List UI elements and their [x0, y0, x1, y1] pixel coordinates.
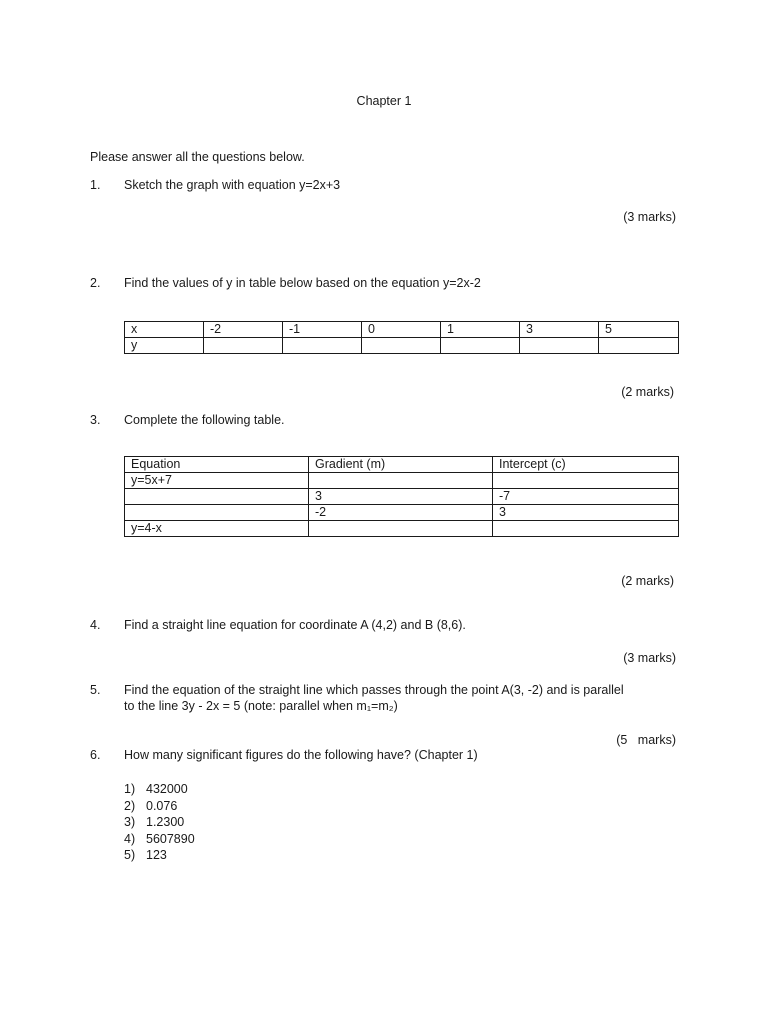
table-cell	[493, 521, 679, 537]
xy-values-table	[124, 321, 679, 354]
list-item-value: 0.076	[146, 798, 178, 813]
list-item-value: 123	[146, 848, 167, 862]
table-cell	[520, 338, 599, 354]
table-cell: 0	[362, 322, 441, 338]
question-1-text: Sketch the graph with equation y=2x+3	[124, 178, 341, 192]
table-cell: 1	[441, 322, 520, 338]
table-cell: -2	[204, 322, 283, 338]
question-2-text: Find the values of y in table below based on the equation y=2x-2	[124, 276, 481, 290]
question-4-number: 4.	[90, 618, 101, 632]
list-item-value: 1.2300	[146, 815, 185, 829]
table-cell	[493, 473, 679, 489]
question-1-marks: (3 marks)	[623, 210, 676, 224]
question-3-marks: (2 marks)	[621, 574, 674, 588]
table-cell: y	[125, 338, 204, 354]
list-item	[124, 814, 195, 831]
question-4-text: Find a straight line equation for coordinate A (4,2) and B (8,6).	[124, 618, 466, 632]
table-cell: y=5x+7	[125, 473, 309, 489]
list-item-number: 5)	[124, 848, 136, 862]
list-item	[124, 847, 195, 864]
question-3-text: Complete the following table.	[124, 413, 285, 427]
table-cell: -1	[283, 322, 362, 338]
table-header-row	[125, 457, 679, 473]
question-3-number: 3.	[90, 413, 101, 427]
question-4-marks: (3 marks)	[623, 651, 676, 665]
table-cell	[283, 338, 362, 354]
question-5-number: 5.	[90, 683, 101, 697]
table-row	[125, 505, 679, 521]
table-cell	[441, 338, 520, 354]
table-cell	[362, 338, 441, 354]
table-header-cell: Intercept (c)	[493, 457, 679, 473]
question-1-number: 1.	[90, 178, 101, 192]
table-row	[125, 322, 679, 338]
page-title: Chapter 1	[356, 94, 412, 108]
question-5-marks: (5 marks)	[616, 733, 676, 747]
question-2-number: 2.	[90, 276, 101, 290]
question-6-number: 6.	[90, 748, 101, 762]
question-2-marks: (2 marks)	[621, 385, 674, 399]
list-item-value: 432000	[146, 782, 188, 796]
table-cell	[309, 473, 493, 489]
list-item-value: 5607890	[146, 831, 195, 846]
table-cell: y=4-x	[125, 521, 309, 537]
table-row	[125, 521, 679, 537]
question-6-text: How many significant figures do the following have? (Chapter 1)	[124, 748, 478, 762]
list-item-number: 4)	[124, 831, 136, 846]
table-cell	[125, 489, 309, 505]
table-row	[125, 473, 679, 489]
instruction-text: Please answer all the questions below.	[90, 150, 305, 164]
table-cell: 3	[520, 322, 599, 338]
question-5-text: Find the equation of the straight line which passes through the point A(3, -2) and is parallel	[124, 683, 624, 697]
table-cell: 5	[599, 322, 679, 338]
list-item	[124, 831, 195, 848]
table-row	[125, 338, 679, 354]
table-cell: -2	[309, 505, 493, 521]
table-cell	[599, 338, 679, 354]
question-5-text-line2: to the line 3y - 2x = 5 (note: parallel when m₁=m₂)	[124, 699, 398, 713]
list-item-number: 1)	[124, 782, 136, 796]
table-cell	[204, 338, 283, 354]
list-item-number: 3)	[124, 815, 136, 829]
table-cell: -7	[493, 489, 679, 505]
table-header-cell: Equation	[125, 457, 309, 473]
gradient-intercept-table	[124, 456, 679, 537]
table-cell	[125, 505, 309, 521]
sig-fig-list	[124, 781, 195, 864]
list-item	[124, 781, 195, 798]
list-item-number: 2)	[124, 798, 136, 813]
table-cell: 3	[493, 505, 679, 521]
table-row	[125, 489, 679, 505]
table-cell	[309, 521, 493, 537]
table-cell: x	[125, 322, 204, 338]
table-cell: 3	[309, 489, 493, 505]
list-item	[124, 798, 195, 815]
table-header-cell: Gradient (m)	[309, 457, 493, 473]
